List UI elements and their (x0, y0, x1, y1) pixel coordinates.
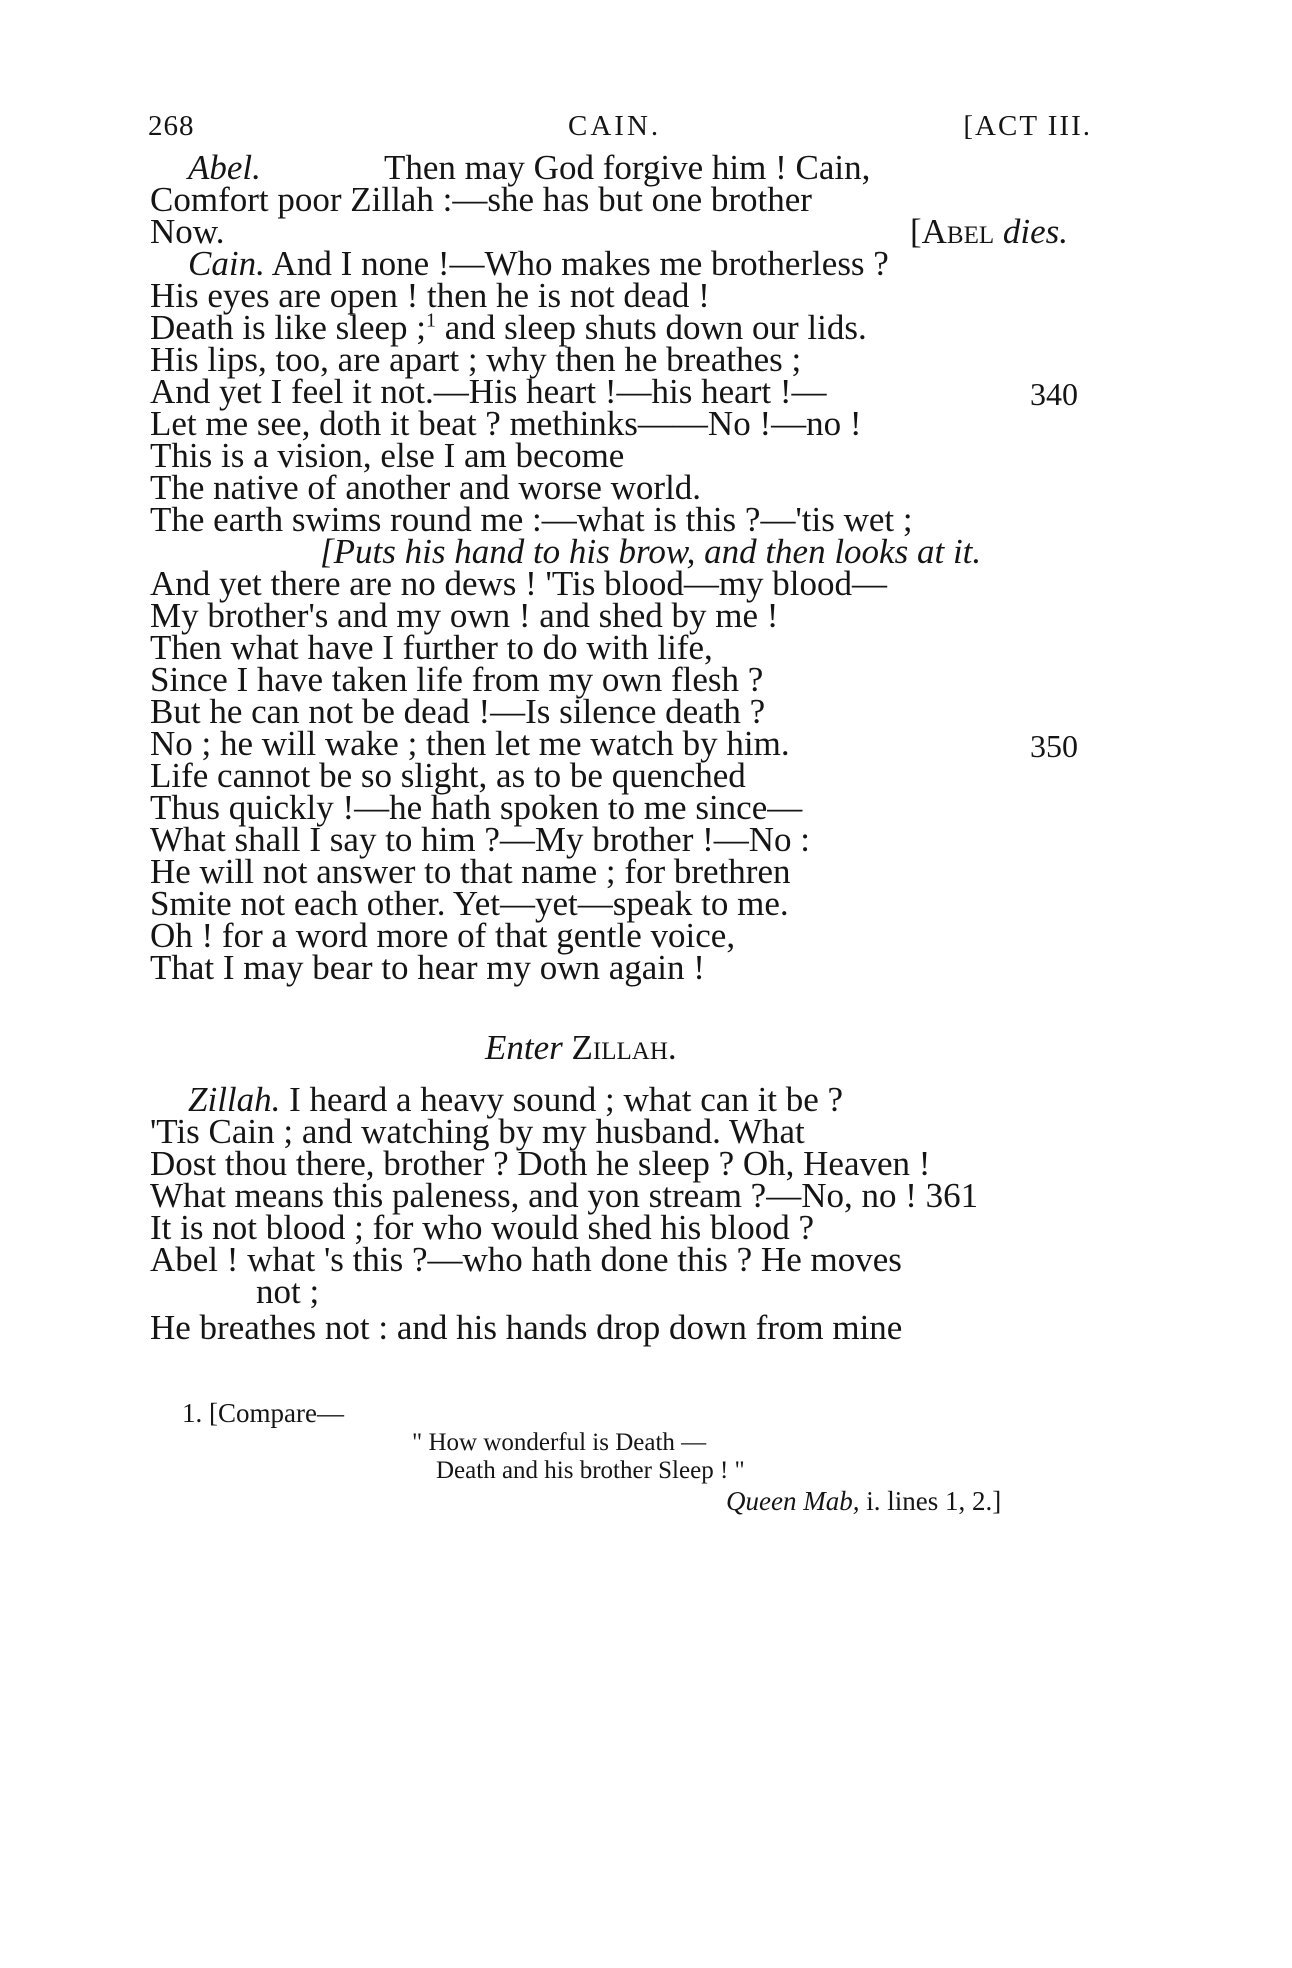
verse-line: It is not blood ; for who would shed his blood ? (150, 1208, 814, 1247)
running-title: CAIN. (568, 110, 662, 142)
verse-line: What shall I say to him ?—My brother !—No : (150, 820, 811, 859)
line-number: 340 (1030, 376, 1078, 412)
verse-text: Then may God forgive him ! Cain, (384, 148, 871, 187)
footnote-ref[interactable]: 1 (426, 309, 437, 332)
verse-line: Death is like sleep ;$^1$ and sleep shuts down our lids. (150, 308, 867, 347)
verse-text: I heard a heavy sound ; what can it be ? (289, 1080, 844, 1119)
verse-line: And yet I feel it not.—His heart !—his heart !— (150, 372, 827, 411)
verse-line: What means this paleness, and yon stream ?—No, no ! 361 (150, 1176, 979, 1215)
verse-line: Then what have I further to do with life, (150, 628, 713, 667)
entrance-direction: Enter Zillah. (485, 1028, 677, 1067)
character-name: Abel (921, 212, 995, 251)
verse-line: My brother's and my own ! and shed by me ! (150, 596, 779, 635)
verse-line: This is a vision, else I am become (150, 436, 625, 475)
verse-line: But he can not be dead !—Is silence death ? (150, 692, 766, 731)
verse-line: He will not answer to that name ; for brethren (150, 852, 791, 891)
verse-line: 'Tis Cain ; and watching by my husband. What (150, 1112, 805, 1151)
verse-line: Let me see, doth it beat ? methinks——No !—no ! (150, 404, 862, 443)
verse-line: No ; he will wake ; then let me watch by him. (150, 724, 790, 763)
verse-line: He breathes not : and his hands drop down from mine (150, 1308, 903, 1347)
speaker-name: Cain. (188, 244, 265, 283)
running-header (148, 110, 1092, 150)
footnote-quote-line: Death and his brother Sleep ! " (436, 1457, 745, 1484)
stage-direction: [Puts his hand to his brow, and then looks at it. (320, 532, 982, 571)
page-number: 268 (148, 110, 195, 142)
verse-line: Life cannot be so slight, as to be quenched (150, 756, 746, 795)
speaker-name: Abel. (188, 148, 261, 187)
verse-line: Comfort poor Zillah :—she has but one brother (150, 180, 812, 219)
verse-line: That I may bear to hear my own again ! (150, 948, 705, 987)
verse-line: Abel ! what 's this ?—who hath done this ? He moves (150, 1240, 902, 1279)
line-number: 350 (1030, 728, 1078, 764)
verse-text: Now. (150, 212, 225, 251)
character-name: Zillah. (571, 1028, 677, 1067)
act-label: [ACT III. (963, 110, 1092, 142)
source-title: Queen Mab, (726, 1486, 860, 1516)
verse-line: His lips, too, are apart ; why then he breathes ; (150, 340, 802, 379)
verse-line: Dost thou there, brother ? Doth he sleep ? Oh, Heaven ! (150, 1144, 931, 1183)
verse-line: The earth swims round me :—what is this ?—'tis wet ; (150, 500, 913, 539)
verse-text: And I none !—Who makes me brotherless ? (271, 244, 889, 283)
source-reference: i. lines 1, 2.] (866, 1486, 1002, 1516)
footnote-quote-line: " How wonderful is Death — (412, 1429, 707, 1456)
verse-line: His eyes are open ! then he is not dead ! (150, 276, 710, 315)
verse-line: Since I have taken life from my own flesh ? (150, 660, 764, 699)
footnote-marker: 1. [Compare— (182, 1398, 344, 1428)
verse-line: And yet there are no dews ! 'Tis blood—my blood— (150, 564, 888, 603)
verse-line: Smite not each other. Yet—yet—speak to me. (150, 884, 789, 923)
verse-line-continuation: not ; (256, 1272, 320, 1311)
speaker-name: Zillah. (188, 1080, 281, 1119)
footnote-source (726, 1486, 1001, 1516)
verse-line: Thus quickly !—he hath spoken to me since— (150, 788, 803, 827)
verse-line: Oh ! for a word more of that gentle voice, (150, 916, 736, 955)
stage-direction: [Abel dies. (910, 212, 1069, 251)
verse-line: The native of another and worse world. (150, 468, 702, 507)
